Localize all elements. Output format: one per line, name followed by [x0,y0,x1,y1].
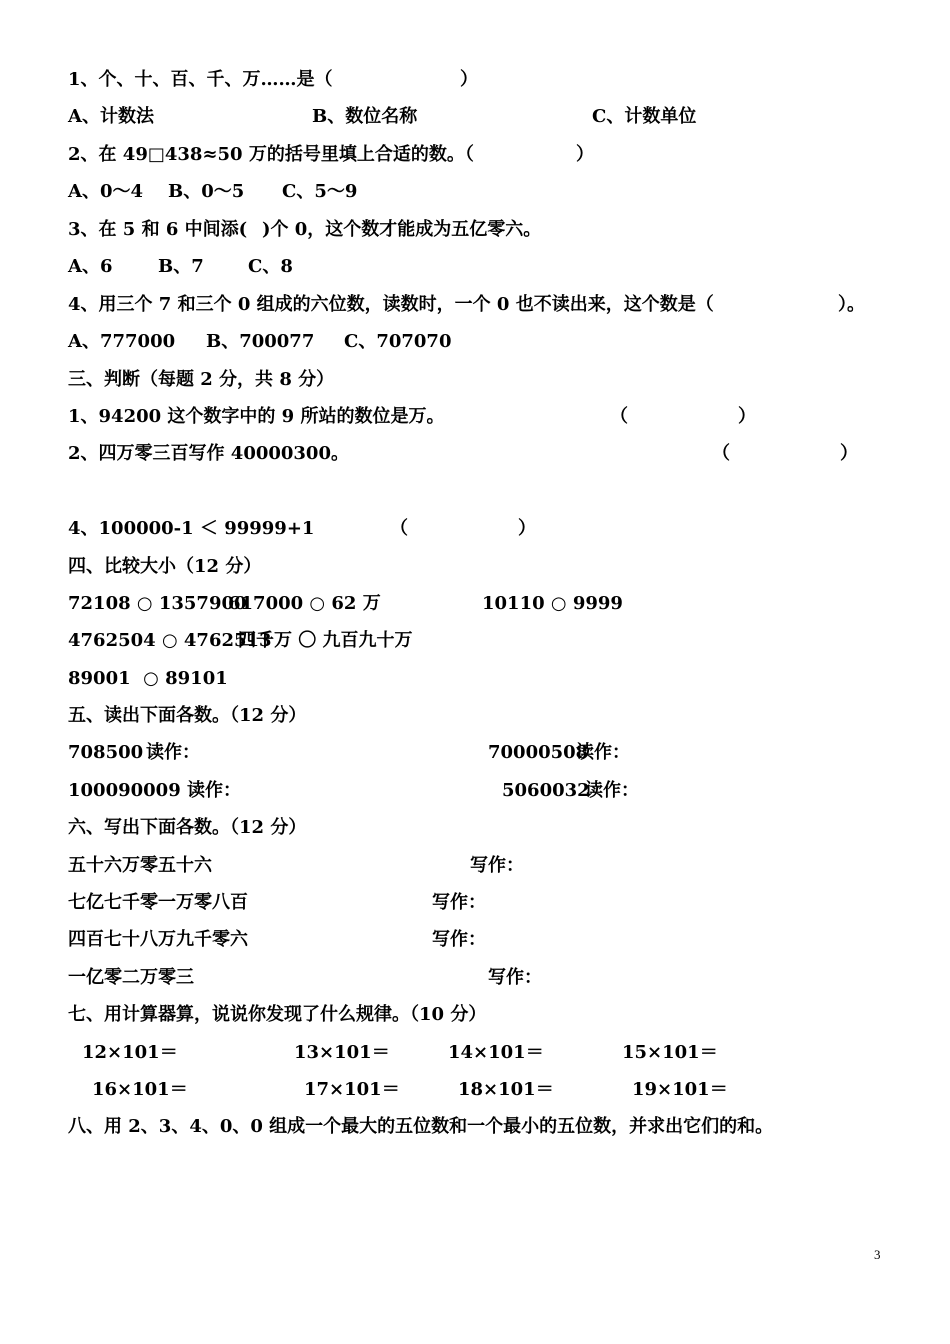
line-text: 12×101＝ [82,1042,178,1063]
worksheet-line [0,291,950,319]
line-text: 16×101＝ [92,1079,188,1100]
worksheet-line [0,777,950,805]
worksheet-line [0,478,950,506]
worksheet-line [0,665,950,693]
line-text: 七亿七千零一万零八百 [68,892,248,913]
line-text: 读作： [576,742,630,763]
line-text: 14×101＝ [448,1042,544,1063]
line-text: 5060032 [502,780,590,801]
line-text: 写作： [432,929,486,950]
worksheet-line [0,141,950,169]
line-text: 四、比较大小（12 分） [68,556,262,577]
line-text: 708500 [68,742,144,763]
line-text: 70000508 [488,742,589,763]
worksheet-line [0,926,950,954]
line-text: B、0～5 [168,181,245,202]
line-text: C、5～9 [282,181,358,202]
line-text: 18×101＝ [458,1079,554,1100]
line-text: B、数位名称 [312,106,418,127]
line-text: 写作： [432,892,486,913]
line-text: 72108 ○ 1357900 [68,593,247,614]
line-text: 四百七十八万九千零六 [68,929,248,950]
worksheet-line [0,590,950,618]
worksheet-line [0,553,950,581]
line-text: A、0～4 [68,181,144,202]
line-text: A、6 [68,256,113,277]
line-text: 4、用三个 7 和三个 0 组成的六位数，读数时，一个 0 也不读出来，这个数是（ [68,294,714,315]
line-text: ） [518,518,536,539]
line-text: C、计数单位 [592,106,697,127]
line-text: 2、在 49□438≈50 万的括号里填上合适的数。（ [68,144,474,165]
worksheet-line [0,103,950,131]
worksheet-line [0,1113,950,1141]
line-text: 617000 ○ 62 万 [228,593,381,614]
worksheet-line [0,1001,950,1029]
worksheet-line [0,440,950,468]
line-text: C、707070 [344,331,452,352]
worksheet-line [0,739,950,767]
worksheet-line [0,216,950,244]
worksheet-line [0,627,950,655]
line-text: 三、判断（每题 2 分，共 8 分） [68,369,335,390]
line-text: 五十六万零五十六 [68,855,212,876]
line-text: B、7 [158,256,204,277]
line-text: B、700077 [206,331,315,352]
line-text: 15×101＝ [622,1042,718,1063]
line-text: 4762504 ○ 4762513 [68,630,272,651]
worksheet-line [0,366,950,394]
worksheet-line [0,253,950,281]
line-text: 读作： [146,742,200,763]
line-text: 1、个、十、百、千、万……是（ [68,69,333,90]
worksheet-line [0,328,950,356]
worksheet-line [0,814,950,842]
worksheet-line [0,1076,950,1104]
worksheet-line [0,889,950,917]
line-text: ） [738,406,756,427]
line-text: 八、用 2、3、4、0、0 组成一个最大的五位数和一个最小的五位数，并求出它们的和。 [68,1116,774,1137]
line-text: 4、100000-1 ＜ 99999+1 [68,518,315,539]
line-text: 六、写出下面各数。（12 分） [68,817,307,838]
line-text: A、777000 [68,331,176,352]
worksheet-line [0,66,950,94]
line-text: ）。 [838,294,865,315]
line-text: 3、在 5 和 6 中间添( [68,219,248,240]
line-text: )个 0，这个数才能成为五亿零六。 [262,219,542,240]
line-text: 四千万 〇 九百九十万 [238,630,413,651]
line-text: 五、读出下面各数。（12 分） [68,705,307,726]
line-text: （ [610,406,628,427]
line-text: 17×101＝ [304,1079,400,1100]
worksheet-line [0,852,950,880]
line-text: （ [712,443,730,464]
line-text: （ [390,518,408,539]
line-text: 19×101＝ [632,1079,728,1100]
line-text: 七、用计算器算，说说你发现了什么规律。（10 分） [68,1004,487,1025]
line-text: C、8 [248,256,293,277]
line-text: 2、四万零三百写作 40000300。 [68,443,349,464]
worksheet-line [0,1039,950,1067]
worksheet-line [0,403,950,431]
line-text: 10110 ○ 9999 [482,593,623,614]
worksheet-line [0,178,950,206]
worksheet-line [0,964,950,992]
line-text: 写作： [488,967,542,988]
worksheet-line [0,702,950,730]
line-text: 写作： [470,855,524,876]
line-text: ） [840,443,858,464]
line-text: 100090009 读作： [68,780,241,801]
line-text: ） [460,69,478,90]
line-text: 一亿零二万零三 [68,967,194,988]
line-text: 1、94200 这个数字中的 9 所站的数位是万。 [68,406,445,427]
page-number: 3 [874,1247,881,1262]
line-text: 读作： [585,780,639,801]
line-text: 89001 ○ 89101 [68,668,228,689]
line-text: ） [576,144,594,165]
worksheet-line [0,515,950,543]
line-text: 13×101＝ [294,1042,390,1063]
line-text: A、计数法 [68,106,154,127]
